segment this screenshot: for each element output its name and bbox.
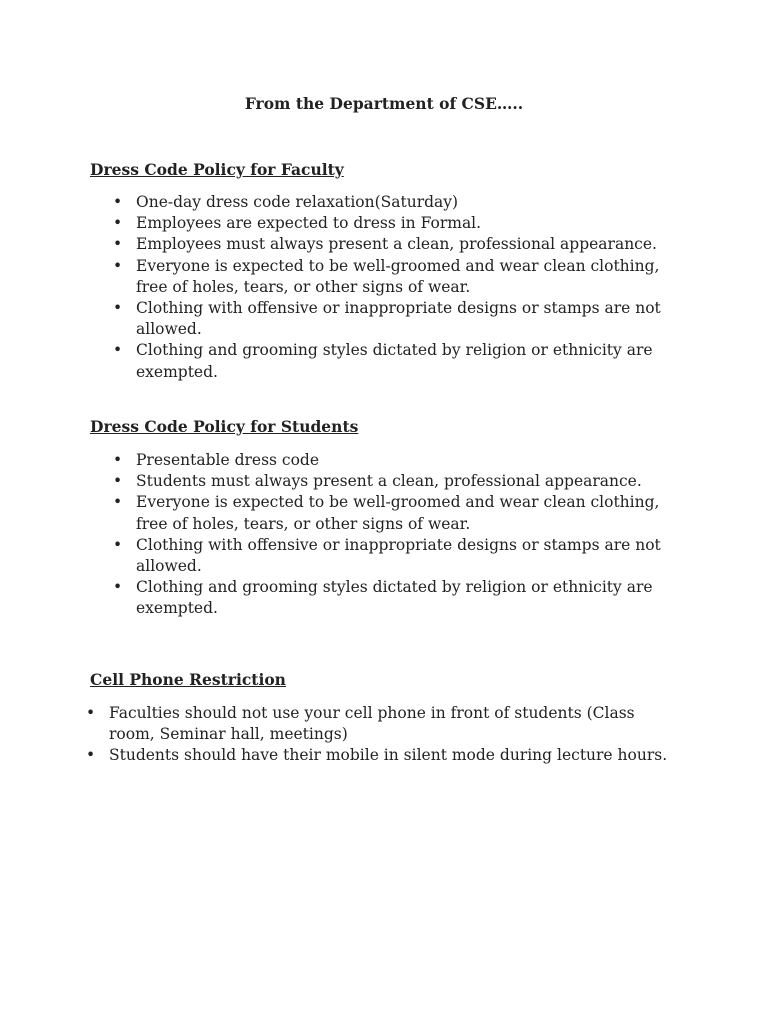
bullet-icon: • <box>113 493 123 512</box>
student-section-heading: Dress Code Policy for Students <box>90 417 359 436</box>
bullet-icon: • <box>113 451 123 469</box>
list-item-text: Students should have their mobile in silent mode during lecture hours. <box>109 746 668 765</box>
list-item <box>113 298 681 340</box>
list-item-text: One-day dress code relaxation(Saturday) <box>136 193 459 211</box>
list-item <box>113 535 681 577</box>
list-item <box>113 471 681 492</box>
bullet-icon: • <box>113 193 123 211</box>
list-item <box>113 213 681 234</box>
list-item-text: Clothing and grooming styles dictated by religion or ethnicity are exempted. <box>136 341 653 381</box>
list-item-text: Everyone is expected to be well-groomed and wear clean clothing, free of holes, tears, or other signs of wear. <box>136 493 660 533</box>
student-policy-list <box>113 450 681 620</box>
list-item <box>113 492 681 534</box>
bullet-icon: • <box>113 472 123 491</box>
list-item <box>113 577 681 619</box>
bullet-icon: • <box>113 299 123 318</box>
bullet-icon: • <box>113 235 123 254</box>
faculty-policy-list <box>113 192 681 383</box>
page-title: From the Department of CSE….. <box>244 94 524 113</box>
bullet-icon: • <box>113 214 123 233</box>
list-item <box>113 450 681 471</box>
list-item-text: Everyone is expected to be well-groomed and wear clean clothing, free of holes, tears, or other signs of wear. <box>136 256 660 296</box>
list-item <box>113 340 681 382</box>
list-item <box>113 256 681 298</box>
bullet-icon: • <box>113 341 123 360</box>
phone-section-heading: Cell Phone Restriction <box>90 670 286 689</box>
list-item <box>86 745 679 766</box>
list-item-text: Employees are expected to dress in Formal. <box>136 214 482 233</box>
list-item-text: Employees must always present a clean, professional appearance. <box>136 235 657 254</box>
bullet-icon: • <box>113 578 123 597</box>
list-item <box>86 703 679 745</box>
bullet-icon: • <box>113 256 123 275</box>
list-item <box>113 234 681 255</box>
list-item-text: Presentable dress code <box>136 451 320 469</box>
bullet-icon: • <box>86 704 96 722</box>
phone-policy-list <box>86 703 679 767</box>
list-item-text: Faculties should not use your cell phone in front of students (Class room, Seminar hall, meetings) <box>109 704 635 744</box>
list-item-text: Clothing and grooming styles dictated by religion or ethnicity are exempted. <box>136 578 653 618</box>
list-item-text: Clothing with offensive or inappropriate designs or stamps are not allowed. <box>136 535 661 576</box>
bullet-icon: • <box>113 535 123 554</box>
faculty-section-heading: Dress Code Policy for Faculty <box>90 160 344 179</box>
list-item-text: Clothing with offensive or inappropriate designs or stamps are not allowed. <box>136 299 661 339</box>
list-item-text: Students must always present a clean, professional appearance. <box>136 472 642 491</box>
bullet-icon: • <box>86 746 96 765</box>
list-item <box>113 192 681 213</box>
